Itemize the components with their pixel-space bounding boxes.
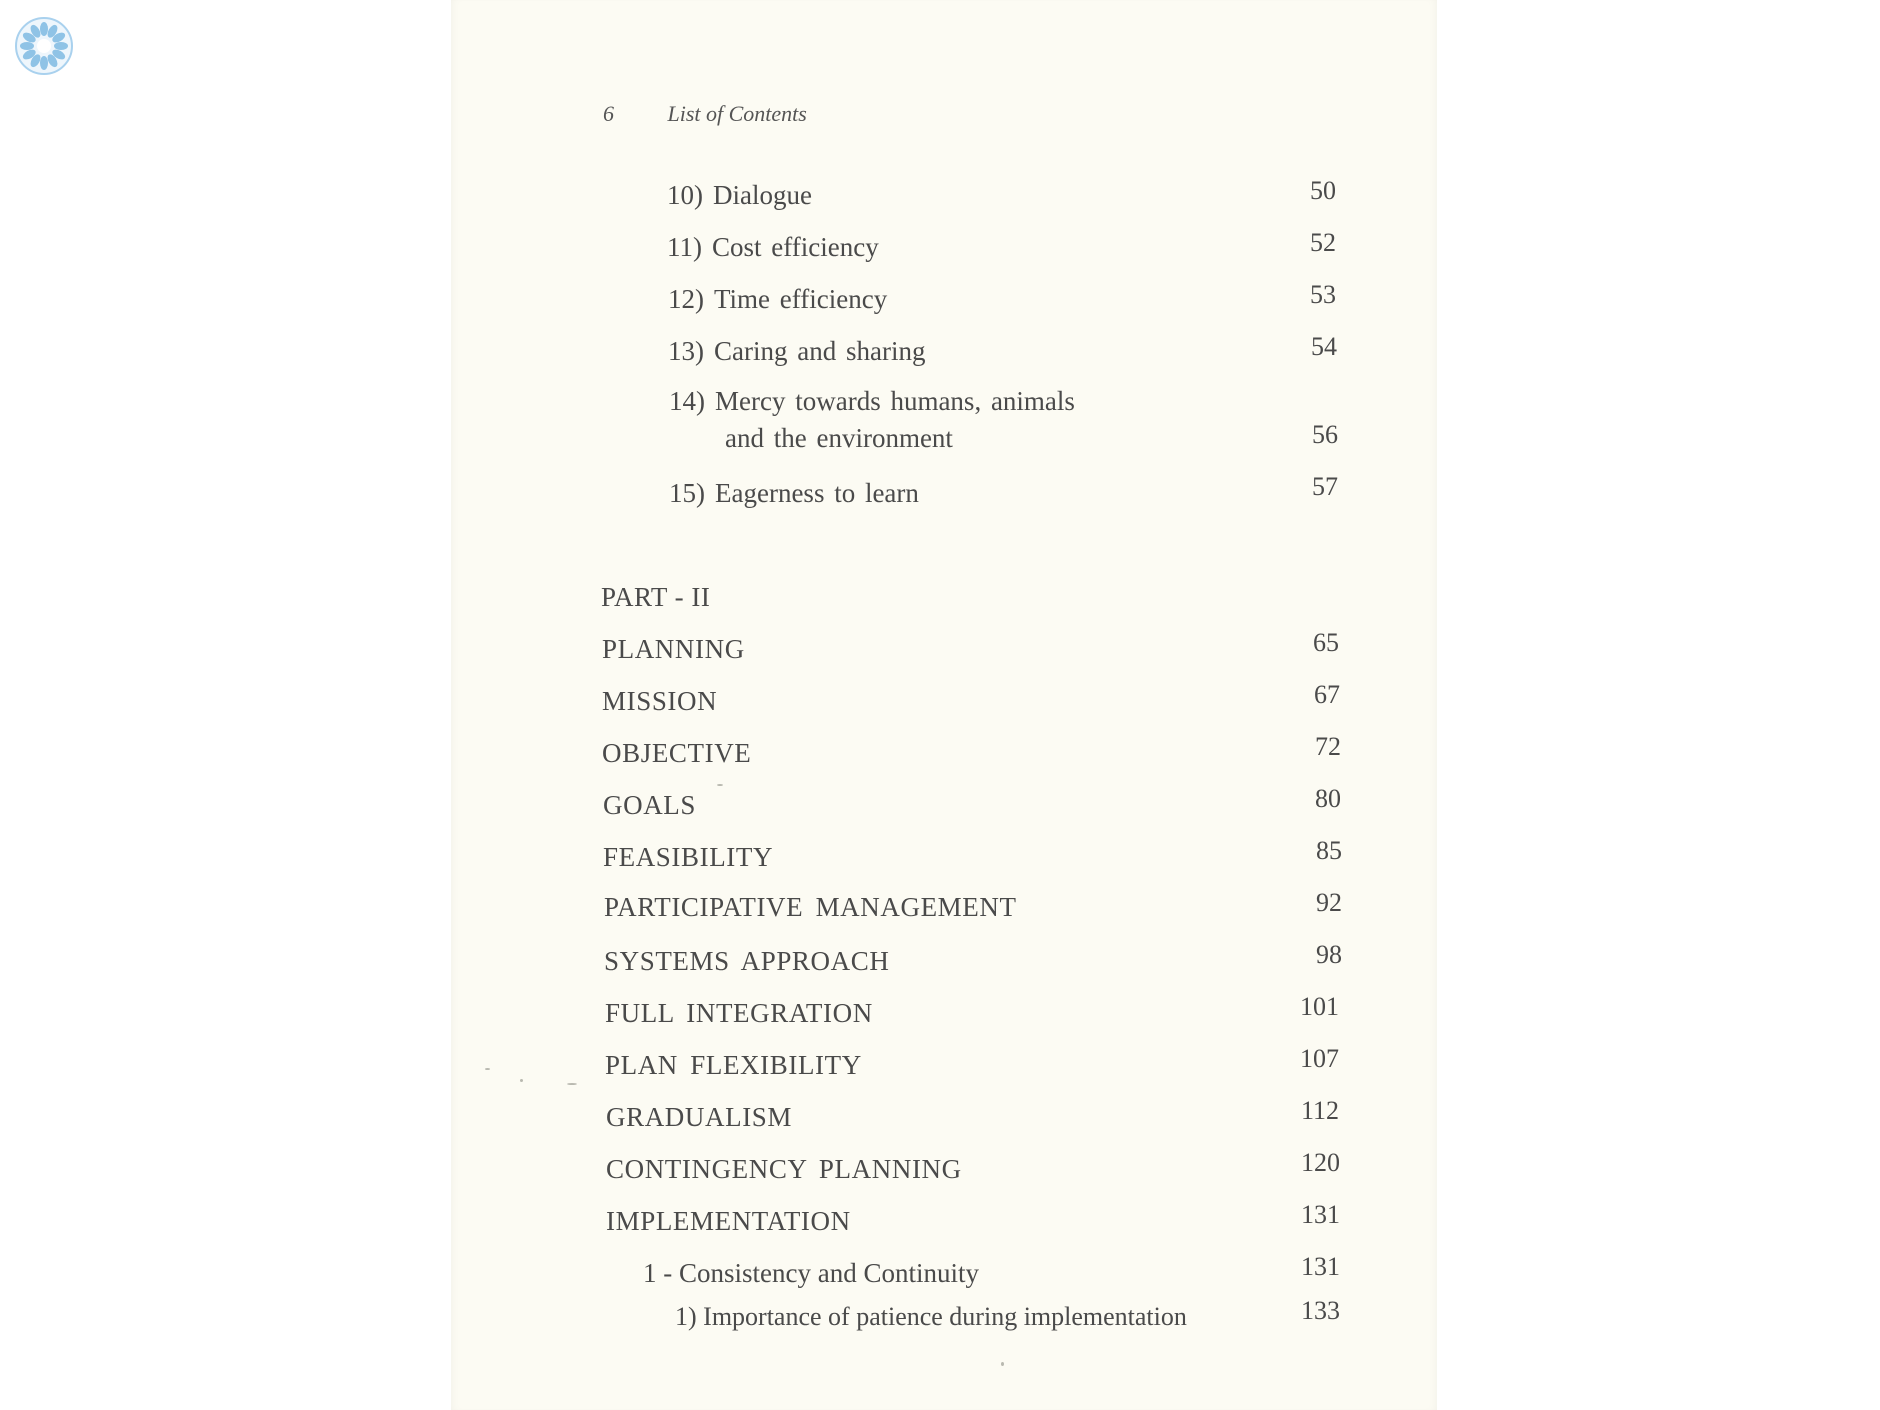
subsubsection-title: 1) Importance of patience during implementation [675, 1302, 1187, 1331]
section-page: 67 [1314, 680, 1340, 709]
toc-entry [669, 478, 919, 509]
section-page: 101 [1300, 992, 1339, 1021]
section-page: 131 [1301, 1200, 1340, 1229]
entry-page: 57 [1312, 472, 1338, 501]
entry-title: Eagerness to learn [715, 478, 919, 508]
toc-section: GRADUALISM [606, 1102, 793, 1132]
section-page: 98 [1316, 940, 1342, 969]
entry-number: 11) [667, 232, 702, 262]
section-page: 65 [1313, 628, 1339, 657]
toc-section: FEASIBILITY [603, 842, 774, 872]
entry-page: 56 [1312, 420, 1338, 449]
scan-speck [1001, 1362, 1004, 1366]
toc-section: GOALS [603, 790, 697, 820]
entry-title: Caring and sharing [714, 336, 926, 366]
toc-section: IMPLEMENTATION [606, 1206, 851, 1236]
subsection-page: 131 [1301, 1252, 1340, 1281]
entry-page: 50 [1310, 176, 1336, 205]
section-page: 120 [1301, 1148, 1340, 1177]
subsection-title: 1 - Consistency and Continuity [643, 1258, 979, 1288]
section-page: 107 [1300, 1044, 1339, 1073]
toc-subsubsection [675, 1302, 1187, 1332]
entry-title: Time efficiency [714, 284, 888, 314]
entry-number: 10) [667, 180, 703, 210]
snowflake-flower-icon [14, 16, 74, 76]
entry-number: 14) [669, 386, 705, 416]
section-page: 72 [1315, 732, 1341, 761]
toc-section: OBJECTIVE [602, 738, 752, 768]
entry-number: 15) [669, 478, 705, 508]
toc-section: PLANNING [602, 634, 745, 664]
toc-entry [669, 386, 1075, 454]
scan-speck [485, 1068, 490, 1070]
toc-subsection [643, 1258, 979, 1289]
scanned-page [451, 0, 1437, 1410]
section-page: 112 [1300, 1096, 1339, 1125]
section-page: 92 [1316, 888, 1342, 917]
toc-section: PARTICIPATIVE MANAGEMENT [604, 892, 1017, 922]
toc-section: MISSION [602, 686, 718, 716]
entry-title-continuation: and the environment [725, 423, 953, 453]
header-page-number: 6 [603, 101, 614, 126]
entry-title: Dialogue [713, 180, 812, 210]
entry-number: 12) [668, 284, 704, 314]
entry-number: 13) [668, 336, 704, 366]
entry-page: 53 [1310, 280, 1336, 309]
scan-speck [567, 1083, 577, 1085]
entry-page: 54 [1311, 332, 1337, 361]
toc-entry [667, 180, 812, 211]
entry-title: Mercy towards humans, animals [715, 386, 1075, 416]
header-title: List of Contents [667, 101, 807, 126]
toc-section: CONTINGENCY PLANNING [606, 1154, 962, 1184]
entry-page: 52 [1310, 228, 1336, 257]
toc-entry [667, 232, 879, 263]
toc-entry [668, 336, 925, 367]
table-of-contents [451, 0, 1437, 1410]
section-page: 80 [1315, 784, 1341, 813]
entry-title: Cost efficiency [712, 232, 879, 262]
toc-section: SYSTEMS APPROACH [604, 946, 890, 976]
toc-entry [668, 284, 887, 315]
part-heading: PART - II [601, 582, 711, 612]
scan-speck [717, 784, 723, 786]
toc-section: FULL INTEGRATION [605, 998, 873, 1028]
site-logo[interactable] [14, 16, 74, 76]
section-page: 85 [1316, 836, 1342, 865]
subsubsection-page: 133 [1301, 1296, 1340, 1325]
toc-section: PLAN FLEXIBILITY [605, 1050, 862, 1080]
scan-speck [520, 1079, 523, 1082]
